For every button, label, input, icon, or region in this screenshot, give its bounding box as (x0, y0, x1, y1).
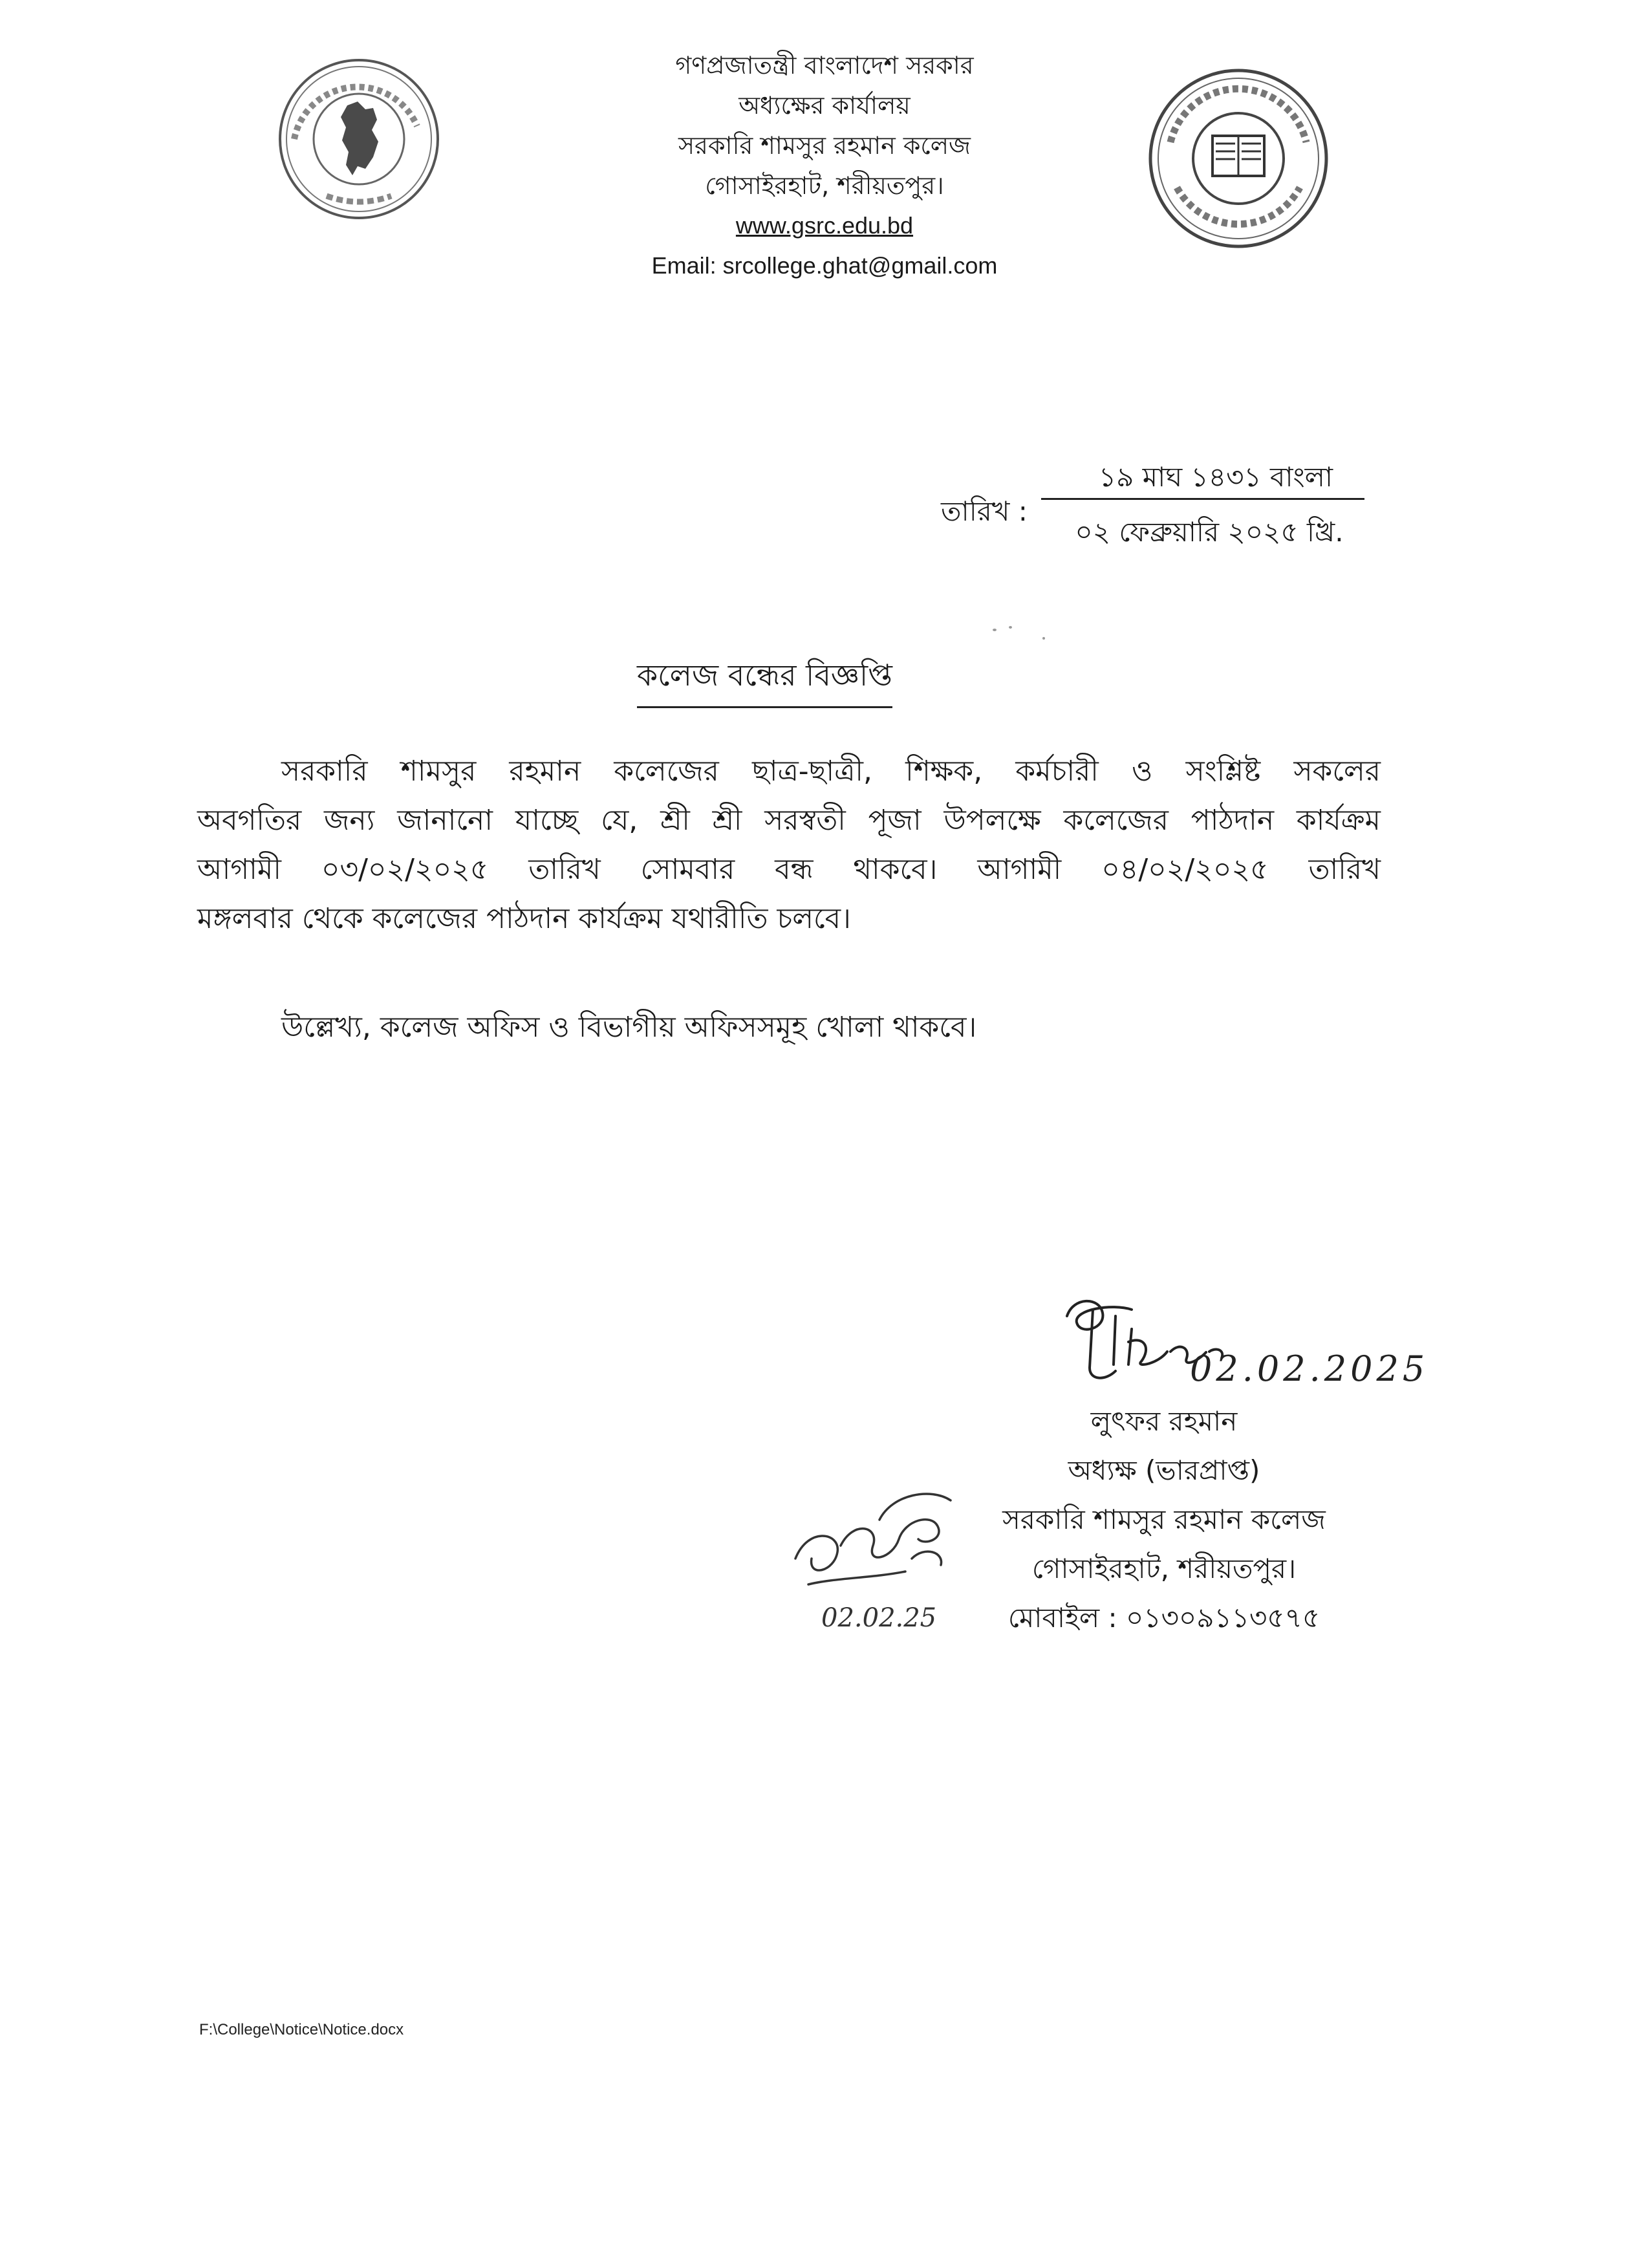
signatory-designation: অধ্যক্ষ (ভারপ্রাপ্ত) (1068, 1454, 1260, 1486)
government-name: গণপ্রজাতন্ত্রী বাংলাদেশ সরকার (675, 51, 974, 80)
college-seal-icon (1145, 65, 1332, 252)
date-divider (1041, 498, 1364, 500)
college-name: সরকারি শামসুর রহমান কলেজ (678, 131, 971, 160)
notice-body (197, 747, 1381, 944)
signatory-location: গোসাইরহাট, শরীয়তপুর। (1031, 1553, 1297, 1584)
notice-body-line: মঙ্গলবার থেকে কলেজের পাঠদান কার্যক্রম যথারীতি চলবে। (197, 902, 851, 935)
website-link[interactable]: www.gsrc.edu.bd (735, 212, 914, 239)
notice-title: কলেজ বন্ধের বিজ্ঞপ্তি (637, 653, 892, 708)
signatory-institution: সরকারি শামসুর রহমান কলেজ (1002, 1504, 1326, 1535)
signatory-mobile: মোবাইল : ০১৩০৯১১৩৫৭৫ (1008, 1602, 1320, 1634)
countersignature-icon (782, 1481, 996, 1649)
notice-body-line: আগামী ০৩/০২/২০২৫ তারিখ সোমবার বন্ধ থাকবে। আগামী ০৪/০২/২০২৫ তারিখ (197, 853, 1381, 886)
office-name: অধ্যক্ষের কার্যালয় (738, 91, 911, 120)
signature-block (957, 1397, 1371, 1643)
notice-note: উল্লেখ্য, কলেজ অফিস ও বিভাগীয় অফিসসমূহ খোলা থাকবে। (281, 1011, 977, 1044)
signature-handwritten-date: 02.02.2025 (1190, 1348, 1429, 1389)
scan-speck (1009, 626, 1012, 629)
file-path: F:\College\Notice\Notice.docx (199, 2021, 404, 2038)
signatory-name: লুৎফর রহমান (1090, 1405, 1238, 1437)
date-bangla: ১৯ মাঘ ১৪৩১ বাংলা (1098, 461, 1333, 493)
email-address: Email: srcollege.ghat@gmail.com (651, 252, 998, 279)
government-seal-icon (275, 55, 443, 223)
scan-speck (993, 629, 997, 631)
date-label: তারিখ : (941, 495, 1028, 527)
scan-speck (1042, 637, 1045, 640)
college-address: গোসাইরহাট, শরীয়তপুর। (705, 171, 944, 200)
date-english: ০২ ফেব্রুয়ারি ২০২৫ খ্রি. (1075, 516, 1344, 548)
notice-body-line: সরকারি শামসুর রহমান কলেজের ছাত্র-ছাত্রী, শিক্ষক, কর্মচারী ও সংশ্লিষ্ট সকলের (281, 755, 1381, 788)
countersignature-date: 02.02.25 (821, 1603, 937, 1633)
letterhead (501, 45, 1148, 286)
notice-body-line: অবগতির জন্য জানানো যাচ্ছে যে, শ্রী শ্রী সরস্বতী পূজা উপলক্ষে কলেজের পাঠদান কার্যক্রম (197, 804, 1381, 837)
